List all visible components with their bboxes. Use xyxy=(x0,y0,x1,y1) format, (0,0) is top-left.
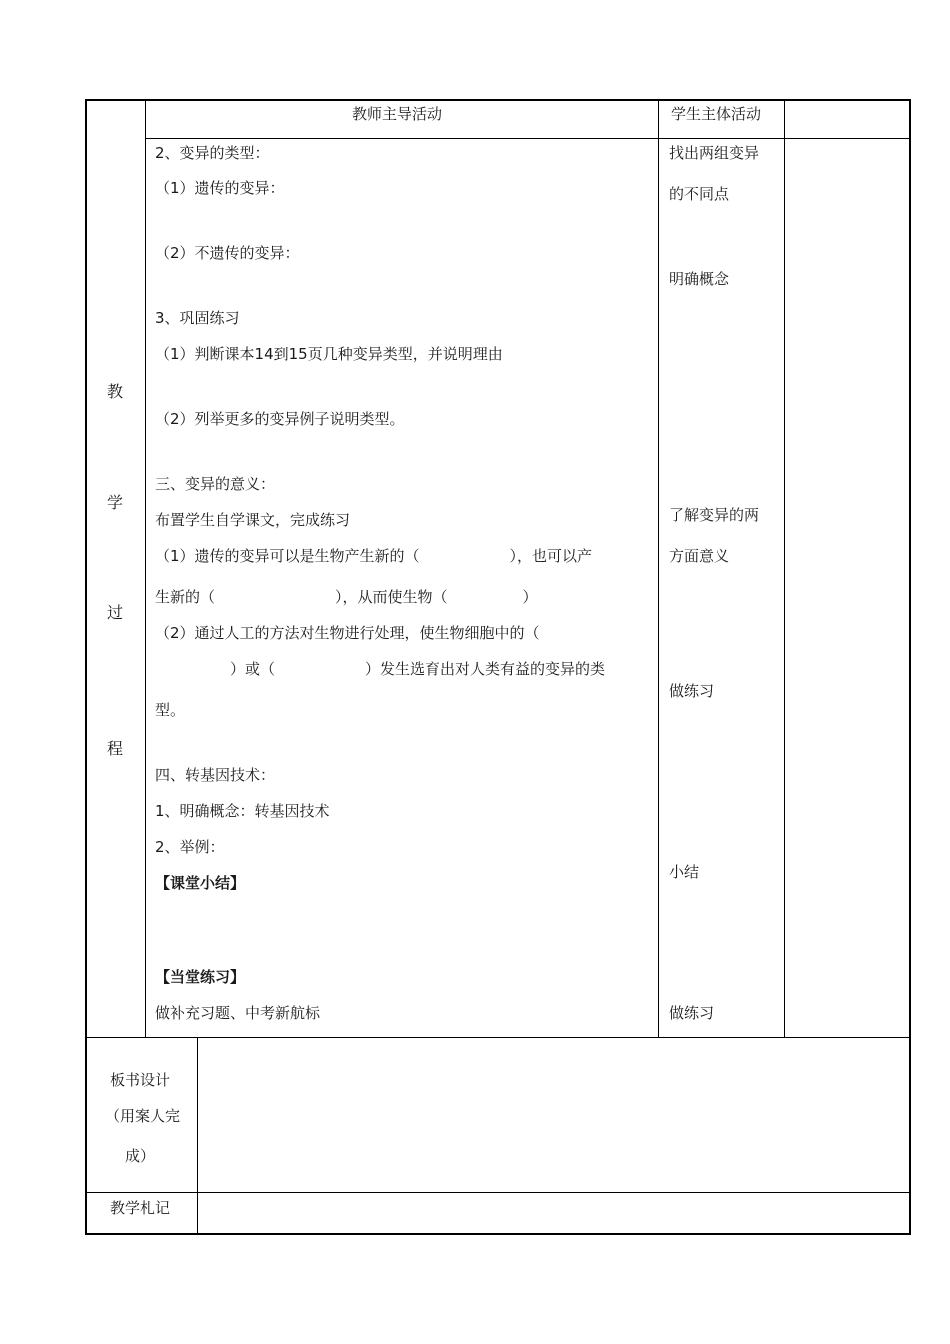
teacher-line: 四、转基因技术： xyxy=(155,766,276,784)
process-label-char: 过 xyxy=(107,603,124,622)
process-label-char: 程 xyxy=(107,739,124,758)
table-border-bottom xyxy=(85,1233,911,1235)
lower-col-divider xyxy=(197,1037,198,1234)
col-divider-3 xyxy=(784,100,785,1038)
class-summary-heading: 【课堂小结】 xyxy=(155,874,246,892)
student-line: 明确概念 xyxy=(669,270,730,288)
teacher-line: （1）遗传的变异： xyxy=(155,179,285,197)
process-label-char: 学 xyxy=(107,493,124,512)
teacher-line: （1）判断课本14到15页几种变异类型，并说明理由 xyxy=(155,345,503,363)
table-border-top xyxy=(85,99,911,101)
teacher-line: 布置学生自学课文，完成练习 xyxy=(155,511,351,529)
student-line: 做练习 xyxy=(669,682,715,700)
col-divider-1 xyxy=(145,100,146,1038)
teacher-line: 1、明确概念：转基因技术 xyxy=(155,802,330,820)
teacher-header: 教师主导活动 xyxy=(352,105,443,123)
teacher-line: 三、变异的意义： xyxy=(155,475,276,493)
teacher-line: （2）列举更多的变异例子说明类型。 xyxy=(155,410,405,428)
student-header: 学生主体活动 xyxy=(671,105,762,123)
section-divider xyxy=(86,1037,910,1038)
teacher-line: （1）遗传的变异可以是生物产生新的（ ），也可以产 xyxy=(155,547,593,565)
teacher-line: 3、巩固练习 xyxy=(155,309,240,327)
table-border-right xyxy=(909,99,911,1235)
class-practice-heading: 【当堂练习】 xyxy=(155,968,246,986)
teacher-line: 2、变异的类型： xyxy=(155,144,270,162)
student-line: 的不同点 xyxy=(669,185,730,203)
teacher-line: 2、举例： xyxy=(155,838,225,856)
student-line: 方面意义 xyxy=(669,547,730,565)
table-border-left xyxy=(85,99,87,1235)
board-design-label: 成） xyxy=(125,1147,156,1165)
teaching-notes-label: 教学札记 xyxy=(110,1199,171,1217)
col-divider-2 xyxy=(658,100,659,1038)
teacher-line: （2）不遗传的变异： xyxy=(155,244,300,262)
student-line: 了解变异的两 xyxy=(669,506,760,524)
student-line: 小结 xyxy=(669,863,700,881)
teacher-line: （2）通过人工的方法对生物进行处理，使生物细胞中的（ xyxy=(155,624,540,642)
board-design-label: （用案人完 xyxy=(105,1107,181,1125)
board-design-label: 板书设计 xyxy=(110,1071,171,1089)
teacher-line: 型。 xyxy=(155,701,186,719)
teacher-line: ）或（ ）发生选育出对人类有益的变异的类 xyxy=(155,660,606,678)
board-divider xyxy=(86,1192,910,1193)
student-line: 找出两组变异 xyxy=(669,144,760,162)
teacher-line: 生新的（ ），从而使生物（ ） xyxy=(155,588,538,606)
header-row-divider xyxy=(145,138,910,139)
teacher-line: 做补充习题、中考新航标 xyxy=(155,1004,321,1022)
student-line: 做练习 xyxy=(669,1004,715,1022)
process-label-char: 教 xyxy=(107,382,124,401)
